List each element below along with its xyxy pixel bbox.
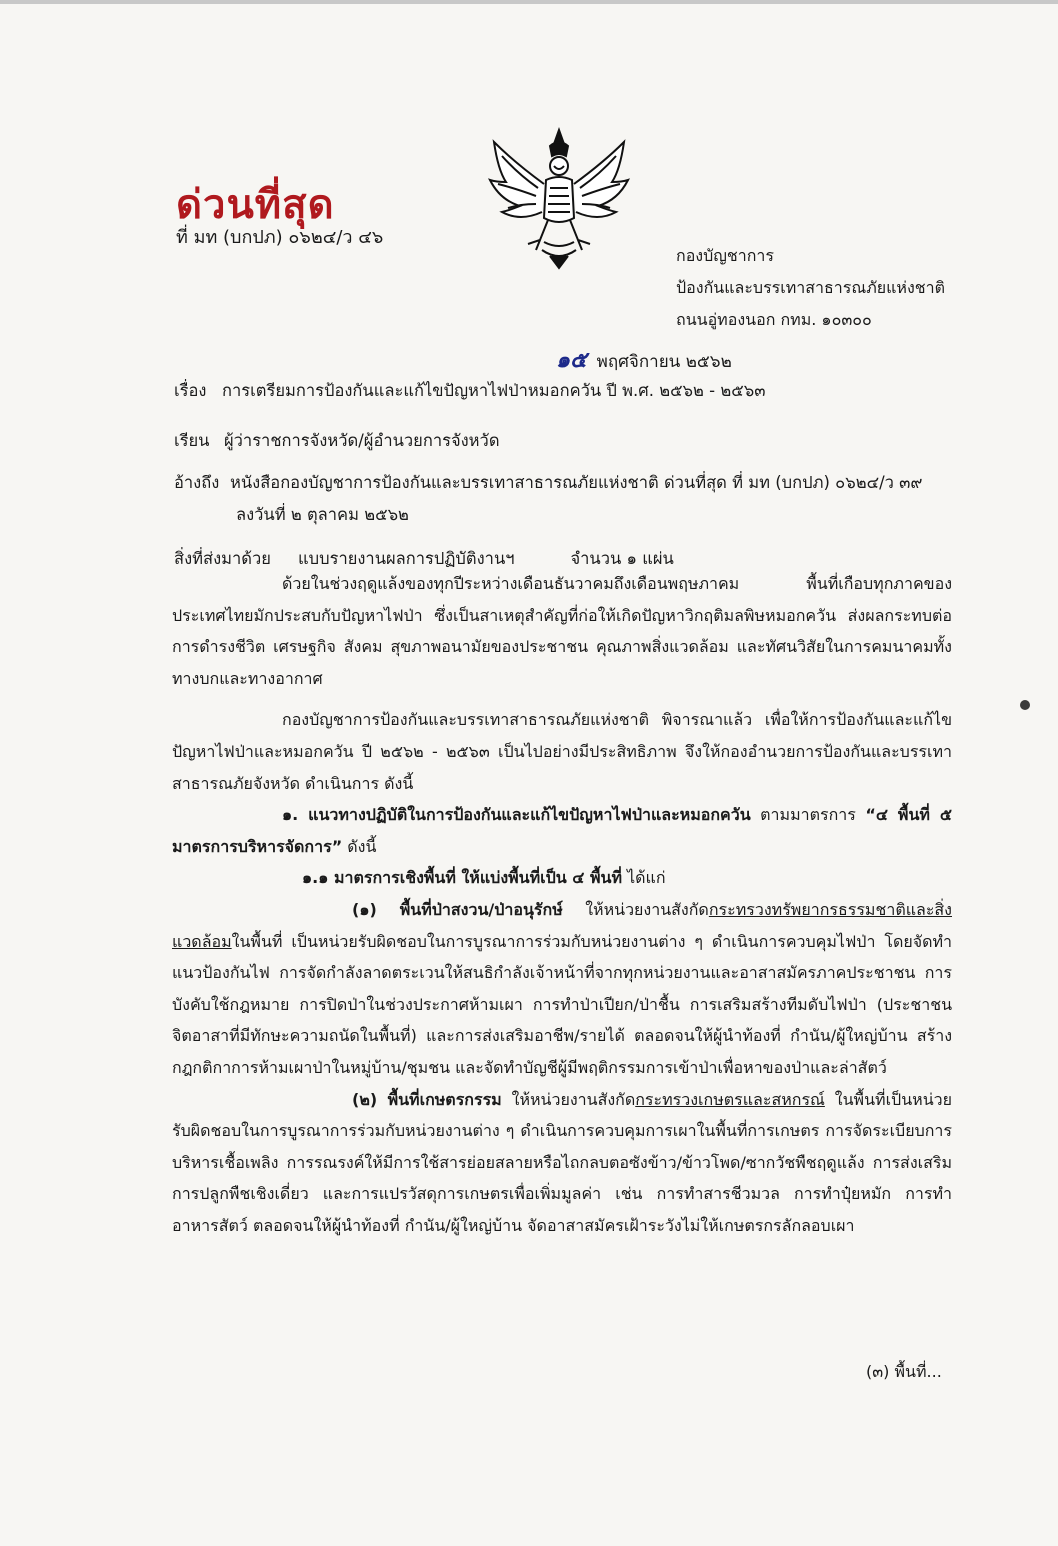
paragraph-1: ด้วยในช่วงฤดูแล้งของทุกปีระหว่างเดือนธันวาคมถึงเดือนพฤษภาคม พื้นที่เกือบทุกภาคของประเทศไทยมักประสบกับปัญหาไฟป่า ซึ่งเป็นสาเหตุสำคัญที่ก่อให้เกิดปัญหาวิกฤติมลพิษหมอกควัน ส่งผลกระทบต่อการดำรงชีวิต เศรษฐกิจ สังคม สุขภาพอนามัยของประชาชน คุณภาพสิ่งแวดล้อม และทัศนวิสัยในการคมนาคมทั้งทางบกและทางอากาศ: [172, 574, 952, 688]
agency-line-3: ถนนอู่ทองนอก กทม. ๑๐๓๐๐: [676, 310, 872, 329]
section-1-1: [172, 862, 952, 894]
item-1: [172, 894, 952, 1084]
recipient-value: ผู้ว่าราชการจังหวัด/ผู้อำนวยการจังหวัด: [224, 431, 500, 450]
section-1-1-title: ๑.๑ มาตรการเชิงพื้นที่ ให้แบ่งพื้นที่เป็น ๔ พื้นที่: [302, 868, 622, 888]
reference-line: [174, 470, 923, 496]
document-date: [556, 342, 732, 377]
reference-value-1: หนังสือกองบัญชาการป้องกันและบรรเทาสาธารณภัยแห่งชาติ ด่วนที่สุด ที่ มท (บกปภ) ๐๖๒๔/ว ๓๙: [230, 473, 923, 492]
date-month-year: พฤศจิกายน ๒๕๖๒: [596, 352, 732, 372]
item-1-ministry: กระทรวงทรัพยากรธรรมชาติและสิ่งแวดล้อม: [172, 899, 952, 951]
item-2-text-a: ให้หน่วยงานสังกัด: [501, 1089, 636, 1109]
section-1: [172, 799, 952, 862]
item-2-title: (๒) พื้นที่เกษตรกรรม: [352, 1089, 502, 1109]
subject-label: เรื่อง: [174, 381, 207, 400]
section-1-title-2: “๔ พื้นที่ ๕ มาตรการบริหารจัดการ”: [172, 805, 952, 856]
item-1-text-b: ในพื้นที่ เป็นหน่วยรับผิดชอบในการบูรณาการร่วมกับหน่วยงานต่าง ๆ ดำเนินการควบคุมไฟป่า โดยจัดทำแนวป้องกันไฟ การจัดกำลังลาดตระเวนให้สนธิกำลังเจ้าหน้าที่จากทุกหน่วยงานและอาสาสมัครภาคประชาชน การบังคับใช้กฎหมาย การปิดป่าในช่วงประกาศห้ามเผา การทำป่าเปียก/ป่าชื้น การเสริมสร้างทีมดับไฟป่า (ประชาชนจิตอาสาที่มีทักษะความถนัดในพื้นที่) และการส่งเสริมอาชีพ/รายได้ ตลอดจนให้ผู้นำท้องที่ กำนัน/ผู้ใหญ่บ้าน สร้างกฎกติกาการห้ามเผาป่าในหมู่บ้าน/ชุมชน และจัดทำบัญชีผู้มีพฤติกรรมการเข้าป่าเพื่อหาของป่าและล่าสัตว์: [172, 931, 952, 1077]
page-edge: [0, 0, 1058, 4]
section-1-title: ๑. แนวทางปฏิบัติในการป้องกันและแก้ไขปัญหาไฟป่าและหมอกควัน: [282, 805, 751, 825]
item-1-title: (๑) พื้นที่ป่าสงวน/ป่าอนุรักษ์: [352, 899, 563, 919]
staple-hole: [1020, 700, 1030, 710]
enclosure-label: สิ่งที่ส่งมาด้วย: [174, 549, 271, 568]
urgency-stamp: ด่วนที่สุด: [176, 182, 335, 228]
reference-value-2: ลงวันที่ ๒ ตุลาคม ๒๕๖๒: [236, 505, 409, 524]
subject-value: การเตรียมการป้องกันและแก้ไขปัญหาไฟป่าหมอกควัน ปี พ.ศ. ๒๕๖๒ - ๒๕๖๓: [222, 381, 766, 400]
enclosure-count: จำนวน ๑ แผ่น: [570, 549, 674, 568]
continuation-marker: (๓) พื้นที่...: [866, 1362, 942, 1381]
item-2-ministry: กระทรวงเกษตรและสหกรณ์: [635, 1089, 825, 1109]
agency-line-1: กองบัญชาการ: [676, 246, 775, 265]
section-1-1-rest: ได้แก่: [622, 868, 666, 888]
item-1-text-a: ให้หน่วยงานสังกัด: [562, 899, 709, 919]
item-2-text-b: ในพื้นที่เป็นหน่วยรับผิดชอบในการบูรณาการร่วมกับหน่วยงานต่าง ๆ ดำเนินการควบคุมการเผาในพื้นที่การเกษตร การจัดระเบียบการบริหารเชื้อเพลิง การรณรงค์ให้มีการใช้สารย่อยสลายหรือไถกลบตอซังข้าว/ข้าวโพด/ซากวัชพืชฤดูแล้ง การส่งเสริมการปลูกพืชเชิงเดี่ยว และการแปรวัสดุการเกษตรเพื่อเพิ่มมูลค่า เช่น การทำสารชีวมวล การทำปุ๋ยหมัก การทำ อาหารสัตว์ ตลอดจนให้ผู้นำท้องที่ กำนัน/ผู้ใหญ่บ้าน จัดอาสาสมัครเฝ้าระวังไม่ให้เกษตรกรลักลอบเผา: [172, 1089, 952, 1235]
recipient-label: เรียน: [174, 431, 210, 450]
section-1-rest: ตามมาตรการ: [750, 805, 856, 825]
recipient-line: [174, 428, 500, 454]
item-2: [172, 1084, 952, 1242]
document-number: ที่ มท (บกปภ) ๐๖๒๔/ว ๔๖: [176, 227, 384, 248]
subject-line: [174, 378, 765, 404]
agency-line-2: ป้องกันและบรรเทาสาธารณภัยแห่งชาติ: [676, 278, 946, 297]
paragraph-2: กองบัญชาการป้องกันและบรรเทาสาธารณภัยแห่งชาติ พิจารณาแล้ว เพื่อให้การป้องกันและแก้ไขปัญหาไฟป่าและหมอกควัน ปี ๒๕๖๒ - ๒๕๖๓ เป็นไปอย่างมีประสิทธิภาพ จึงให้กองอำนวยการป้องกันและบรรเทาสาธารณภัยจังหวัด ดำเนินการ ดังนี้: [172, 710, 952, 793]
agency-address: [676, 240, 945, 336]
enclosure-value: แบบรายงานผลการปฏิบัติงานฯ: [298, 549, 515, 568]
section-1-tail: ดังนี้: [342, 836, 377, 856]
letter-body: [172, 568, 952, 1241]
date-day: ๑๕: [556, 348, 587, 373]
reference-label: อ้างถึง: [174, 473, 220, 492]
garuda-emblem-icon: [484, 122, 634, 272]
